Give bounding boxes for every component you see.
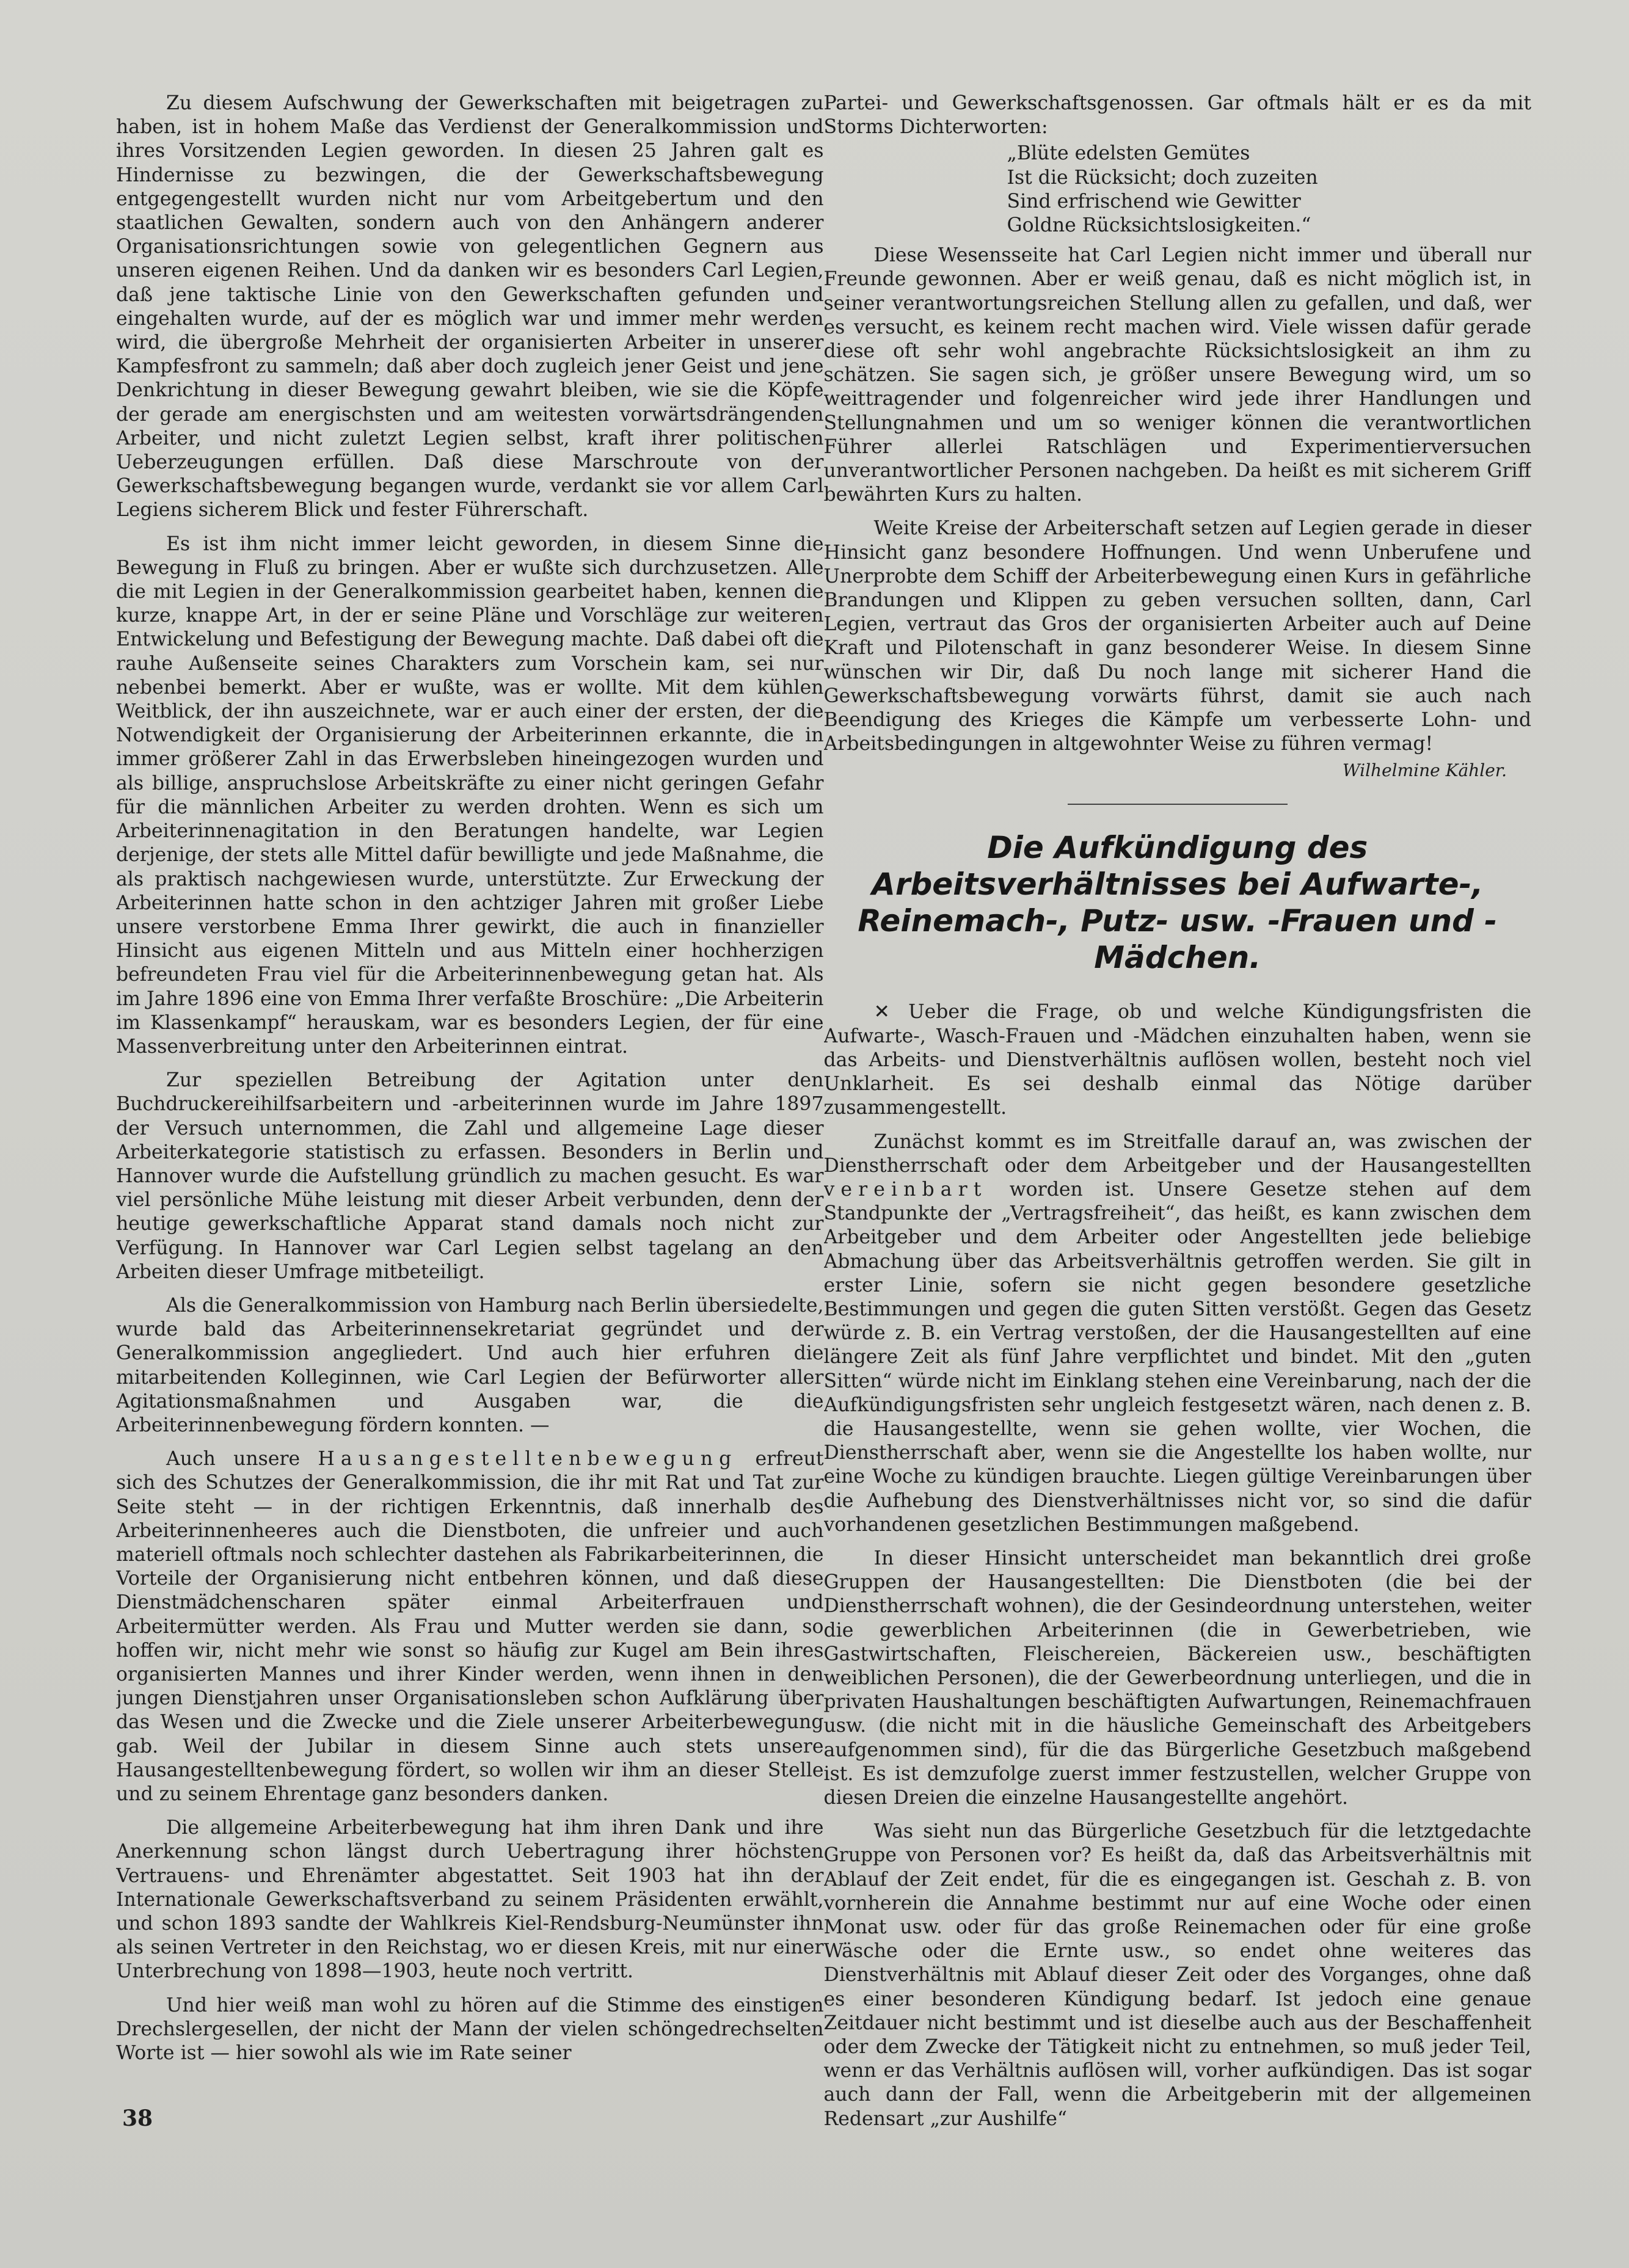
paragraph: Zur speziellen Betreibung der Agitation unter den Buchdruckereihilfsarbeitern und -arbeiterinnen wurde im Jahre 1897 der Versuch unternommen, die Zahl und allgemeine Lage dieser Arbeiterkategorie statistisch zu erfassen. Besonders in Berlin und Hannover wurde die Aufstellung gründlich zu machen gesucht. Es war viel persönliche Mühe leistung mit dieser Arbeit verbunden, denn der heutige gewerkschaftliche Apparat stand damals noch nicht zur Verfügung. In Hannover war Carl Legien selbst tagelang an den Arbeiten dieser Umfrage mitbeteiligt. — [116, 1069, 824, 1283]
paragraph — [116, 1447, 824, 1806]
text-run: worden ist. Unsere Gesetze stehen auf dem Standpunkte der „Vertragsfreiheit“, das heißt, es kann zwischen dem Arbeitgeber und dem Arbeiter oder Angestellten jede beliebige Abmachung über das Arbeitsverhältnis getroffen werden. Sie gilt in erster Linie, sofern sie nicht gegen besondere gesetzliche Bestimmungen und gegen die guten Sitten verstößt. Gegen das Gesetz würde z. B. ein Vertrag verstoßen, der die Hausangestellten auf eine längere Zeit als fünf Jahre verpflichtet und bindet. Mit den „guten Sitten“ würde nicht im Einklang stehen eine Vereinbarung, nach der die Aufkündigungsfristen sehr ungleich festgesetzt wären, nach denen z. B. die Hausangestellte, wenn sie gehen wollte, vier Wochen, die Dienstherrschaft aber, wenn sie die Angestellte los haben wollte, nur eine Woche zu kündigen brauchte. Liegen gültige Vereinbarungen über die Aufhebung des Dienstverhältnisses nicht vor, so sind die dafür vorhandenen gesetzlichen Bestimmungen maßgebend. — [823, 1178, 1531, 1536]
paragraph: Was sieht nun das Bürgerliche Gesetzbuch für die letztgedachte Gruppe von Personen vor? Es heißt da, daß das Arbeitsverhältnis mit Ablauf der Zeit endet, für die es eingegangen ist. Geschah z. B. von vornherein die Annahme bestimmt nur auf eine Woche oder einen Monat usw. oder für das große Reinemachen oder für eine große Wäsche oder die Ernte usw., so endet ohne weiteres das Dienstverhältnis mit Ablauf dieser Zeit oder des Vorganges, ohne daß es einer besonderen Kündigung bedarf. Ist jedoch eine genaue Zeitdauer nicht bestimmt und ist dieselbe auch aus der Beschaffenheit oder dem Zwecke der Tätigkeit nicht zu entnehmen, so muß jeder Teil, wenn er das Verhältnis auflösen will, vorher aufkündigen. Das ist sogar auch dann der Fall, wenn die Arbeitgeberin mit der allgemeinen Redensart „zur Aushilfe“ — [823, 1820, 1531, 2130]
article-heading: Die Aufkündigung des Arbeitsverhältnisses bei Aufwarte-, Reinemach-, Putz- usw. -Frauen und -Mädchen. — [858, 830, 1498, 976]
right-column — [824, 92, 1532, 2156]
paragraph: Partei- und Gewerkschaftsgenossen. Gar oftmals hält er es da mit Storms Dichterworten: — [823, 92, 1531, 139]
author-signature: Wilhelmine Kähler. — [1342, 760, 1507, 781]
paragraph: Die allgemeine Arbeiterbewegung hat ihm ihren Dank und ihre Anerkennung schon längst durch Uebertragung ihrer höchsten Vertrauens- und Ehrenämter abgestattet. Seit 1903 hat ihn der Internationale Gewerkschaftsverband zu seinem Präsidenten erwählt, und schon 1893 sandte der Wahlkreis Kiel-Rendsburg-Neumünster ihn als seinen Vertreter in den Reichstag, wo er diesen Kreis, mit nur einer Unterbrechung von 1898—1903, heute noch vertritt. — [116, 1817, 824, 1983]
paragraph: Zu diesem Aufschwung der Gewerkschaften mit beigetragen zu haben, ist in hohem Maße das Verdienst der Generalkommission und ihres Vorsitzenden Legien geworden. In diesen 25 Jahren galt es Hindernisse zu bezwingen, die der Gewerkschaftsbewegung entgegengestellt wurden nicht nur vom Arbeitgebertum und den staatlichen Gewalten, sondern auch von den Anhängern anderer Organisationsrichtungen sowie von gelegentlichen Gegnern aus unseren eigenen Reihen. Und da danken wir es besonders Carl Legien, daß jene taktische Linie von den Gewerkschaften gefunden und eingehalten wurde, auf der es möglich war und immer mehr werden wird, die übergroße Mehrheit der organisierten Arbeiter in unserer Kampfesfront zu sammeln; daß aber doch zugleich jener Geist und jene Denkrichtung in dieser Bewegung gewahrt bleiben, wie sie die Köpfe der gerade am energischsten und am weitesten vorwärtsdrängenden Arbeiter, und nicht zuletzt Legien selbst, kraft ihrer politischen Ueberzeugungen erfüllen. Daß diese Marschroute von der Gewerkschaftsbewegung begangen wurde, verdankt sie vor allem Carl Legiens sicherem Blick und fester Führerschaft. — [116, 92, 824, 522]
spaced-emphasis: vereinbart — [823, 1178, 988, 1201]
text-run: Auch unsere — [166, 1448, 301, 1470]
paragraph: Als die Generalkommission von Hamburg nach Berlin übersiedelte, wurde bald das Arbeiterinnensekretariat gegründet und der Generalkommission angegliedert. Und auch hier erfuhren die mitarbeitenden Kolleginnen, wie Carl Legien der Befürworter aller Agitationsmaßnahmen und Ausgaben war, die die Arbeiterinnenbewegung fördern konnten. — — [116, 1294, 824, 1436]
page-number: 38 — [122, 2106, 153, 2131]
paragraph: Es ist ihm nicht immer leicht geworden, in diesem Sinne die Bewegung in Fluß zu bringen. Aber er wußte sich durchzusetzen. Alle die mit Legien in der Generalkommission gearbeitet haben, kennen die kurze, knappe Art, in der er seine Pläne und Vorschläge zur weiteren Entwickelung und Befestigung der Bewegung machte. Daß dabei oft die rauhe Außenseite seines Charakters zum Vorschein kam, sei nur nebenbei bemerkt. Aber er wußte, was er wollte. Mit dem kühlen Weitblick, der ihn auszeichnete, war er auch einer der ersten, der die Notwendigkeit der Organisierung der Arbeiterinnen erkannte, die in immer größerer Zahl in das Erwerbsleben hineingezogen wurden und als billige, anspruchslose Arbeitskräfte zu einer nicht geringen Gefahr für die männlichen Arbeiter zu werden drohten. Wenn es sich um Arbeiterinnenagitation in den Beratungen handelte, war Legien derjenige, der stets alle Mittel dafür bewilligte und jede Maßnahme, die als praktisch nachgewiesen wurde, unterstützte. Zur Erweckung der Arbeiterinnen hatte schon in den achtziger Jahren mit großer Liebe unsere verstorbene Emma Ihrer gewirkt, die auch in finanzieller Hinsicht aus eigenen Mitteln und aus Mitteln einer hochherzigen befreundeten Frau viel für die Arbeiterinnenbewegung getan hat. Als im Jahre 1896 eine von Emma Ihrer verfaßte Broschüre: „Die Arbeiterin im Klassenkampf“ herauskam, war es besonders Legien, der für eine Massenverbreitung unter den Arbeiterinnen eintrat. — [116, 532, 824, 1058]
paragraph: Weite Kreise der Arbeiterschaft setzen auf Legien gerade in dieser Hinsicht ganz besondere Hoffnungen. Und wenn Unberufene und Unerprobte dem Schiff der Arbeiterbewegung einen Kurs in gefährliche Brandungen und Klippen zu geben versuchen sollten, dann, Carl Legien, vertraut das Gros der organisierten Arbeiter auch auf Deine Kraft und Pilotenschaft in ganz besonderer Weise. In diesem Sinne wünschen wir Dir, daß Du noch lange mit sicherer Hand die Gewerkschaftsbewegung vorwärts führst, damit sie auch nach Beendigung des Krieges die Kämpfe um verbesserte Lohn- und Arbeitsbedingungen in altgewohnter Weise zu führen vermag! — [823, 517, 1531, 755]
verse-line: Goldne Rücksichtslosigkeiten.“ — [1007, 214, 1311, 237]
poem-quote — [1007, 142, 1532, 238]
verse-line: Sind erfrischend wie Gewitter — [1007, 190, 1301, 213]
text-run: Zunächst kommt es im Streitfalle darauf an, was zwischen der Dienstherrschaft oder dem Arbeitgeber und der Hausangestellten — [823, 1130, 1531, 1177]
paragraph: ✕ Ueber die Frage, ob und welche Kündigungsfristen die Aufwarte-, Wasch-Frauen und -Mädchen einzuhalten haben, wenn sie das Arbeits- und Dienstverhältnis auflösen wollen, besteht noch viel Unklarheit. Es sei deshalb einmal das Nötige darüber zusammengestellt. — [823, 1001, 1531, 1119]
paragraph: Diese Wesensseite hat Carl Legien nicht immer und überall nur Freunde gewonnen. Aber er weiß genau, daß es nicht möglich ist, in seiner verantwortungsreichen Stellung allen zu gefallen, und daß, wer es versucht, es keinem recht machen wird. Viele wissen dafür gerade diese oft sehr wohl angebrachte Rücksichtslosigkeit an ihm zu schätzen. Sie sagen sich, je größer unsere Bewegung wird, um so weittragender und folgenreicher wird jede ihrer Handlungen und Stellungnahmen und um so weniger können die verantwortlichen Führer allerlei Ratschlägen und Experimentierversuchen unverantwortlicher Personen nachgeben. Da heißt es mit sicherem Griff bewährten Kurs zu halten. — [823, 244, 1531, 506]
left-column — [116, 92, 824, 2156]
verse-line: Ist die Rücksicht; doch zuzeiten — [1007, 166, 1318, 189]
paragraph: In dieser Hinsicht unterscheidet man bekanntlich drei große Gruppen der Hausangestellten: Die Dienstboten (die bei der Dienstherrschaft wohnen), die der Gesindeordnung unterstehen, weiter die gewerblichen Arbeiterinnen (die in Gewerbetrieben, wie Gastwirtschaften, Fleischereien, Bäckereien usw., beschäftigten weiblichen Personen), die der Gewerbeordnung unterliegen, und die in privaten Haushaltungen beschäftigten Aufwartungen, Reinemachfrauen usw. (die nicht mit in die häusliche Gemeinschaft des Arbeitgebers aufgenommen sind), für die das Bürgerliche Gesetzbuch maßgebend ist. Es ist demzufolge zuerst immer festzustellen, welcher Gruppe von diesen Dreien die einzelne Hausangestellte angehört. — [823, 1547, 1531, 1809]
verse-line: „Blüte edelsten Gemütes — [1007, 142, 1250, 165]
spaced-emphasis: Hausangestelltenbewegung — [318, 1448, 738, 1470]
paragraph — [824, 1130, 1532, 1537]
text-columns — [116, 92, 1531, 2156]
paragraph: Und hier weiß man wohl zu hören auf die Stimme des einstigen Drechslergesellen, der nicht der Mann der vielen schöngedrechselten Worte ist — hier sowohl als wie im Rate seiner — [116, 1994, 824, 2065]
text-run: erfreut sich des Schutzes der Generalkommission, die ihr mit Rat und Tat zur Seite steht — in der richtigen Erkenntnis, daß innerhalb des Arbeiterinnenheeres auch die Dienstboten, die unfreier und auch materiell oftmals noch schlechter dastehen als Fabrikarbeiterinnen, die Vorteile der Organisierung nicht entbehren können, und daß diese Dienstmädchenscharen später einmal Arbeiterfrauen und Arbeitermütter werden. Als Frau und Mutter werden sie dann, so hoffen wir, nicht mehr wie sonst so häufig zur Kugel am Bein ihres organisierten Mannes und ihrer Kinder werden, wenn ihnen in den jungen Dienstjahren unser Organisationsleben schon Aufklärung über das Wesen und die Zwecke und die Ziele unserer Arbeiterbewegung gab. Weil der Jubilar in diesem Sinne auch stets unsere Hausangestelltenbewegung fördert, so wollen wir ihm an dieser Stelle und zu seinem Ehrentage ganz besonders danken. — [116, 1448, 824, 1806]
section-divider — [1068, 804, 1288, 805]
